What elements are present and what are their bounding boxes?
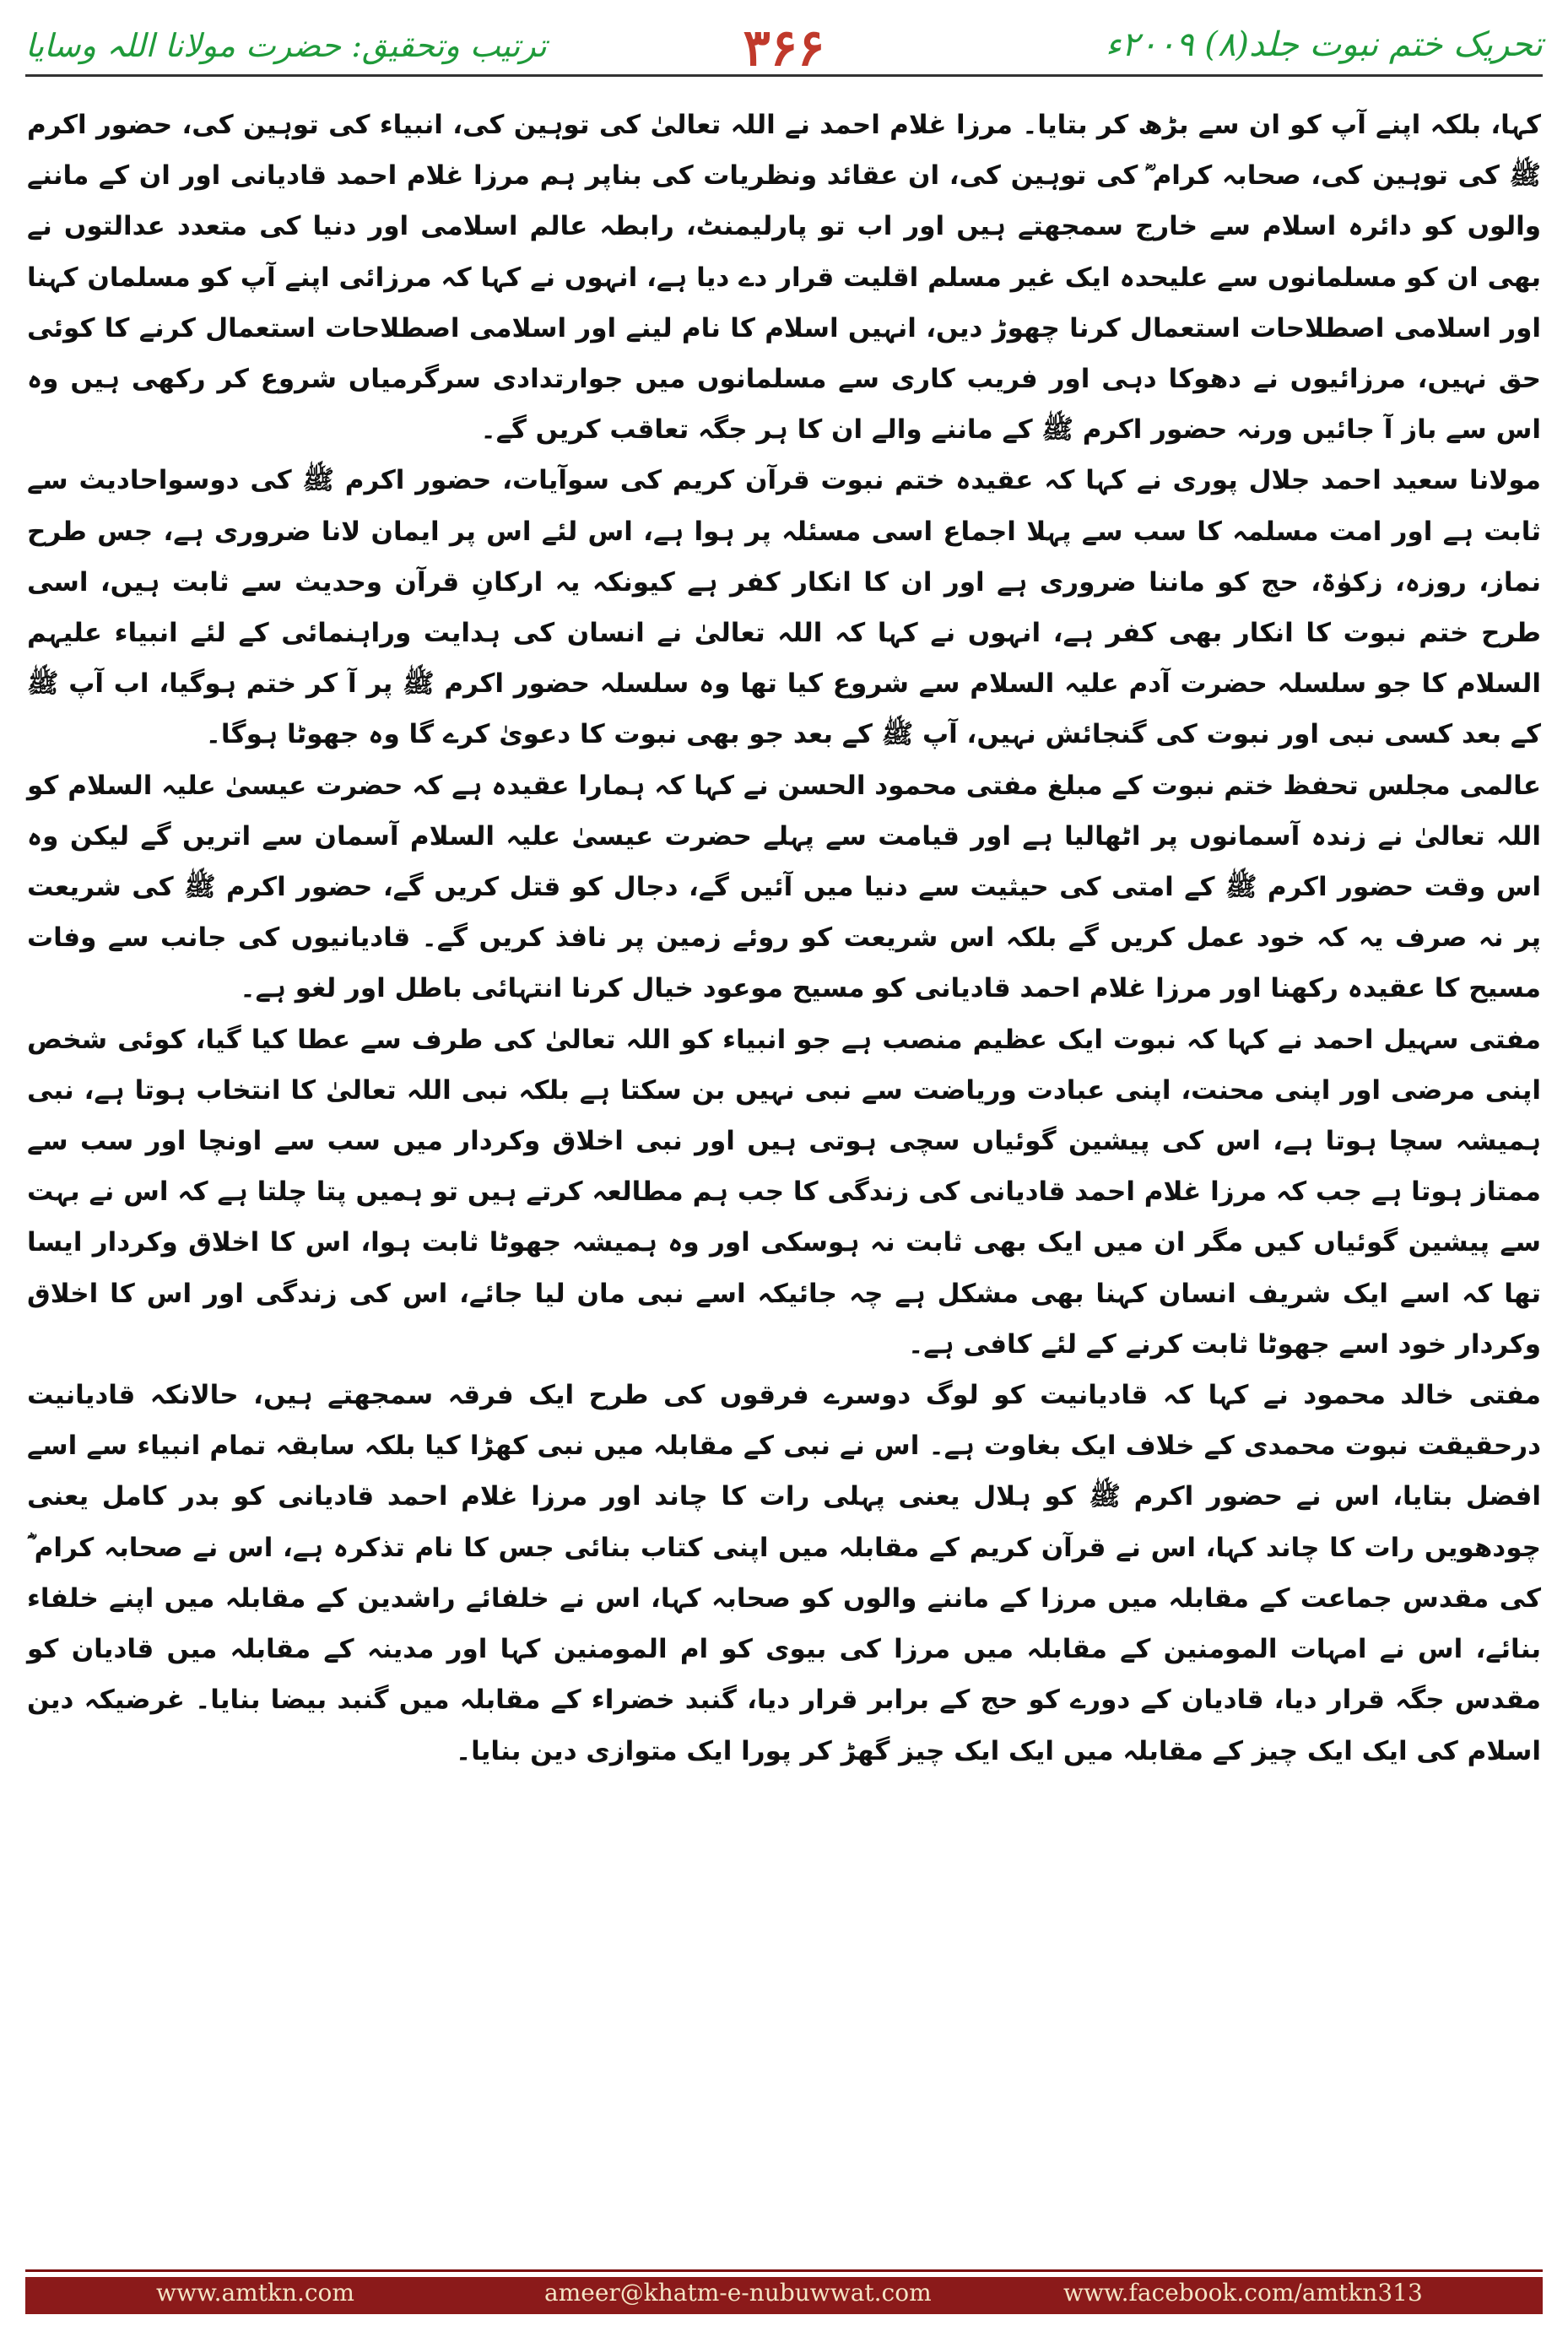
page-number: ۳۶۶ [743,19,825,78]
paragraph: مفتی سہیل احمد نے کہا کہ نبوت ایک عظیم منصب ہے جو انبیاء کو اللہ تعالیٰ کی طرف سے عطا کیا گیا، کوئی شخص اپنی مرضی اور اپنی محنت، اپنی عبادت وریاضت سے نبی نہیں بن سکتا ہے بلکہ نبی اللہ تعالیٰ کا انتخاب ہوتا ہے، نبی ہمیشہ سچا ہوتا ہے، اس کی پیشین گوئیاں سچی ہوتی ہیں اور نبی اخلاق وکردار میں سب سے اونچا اور سب سے ممتاز ہوتا ہے جب کہ مرزا غلام احمد قادیانی کی زندگی کا جب ہم مطالعہ کرتے ہیں تو ہمیں پتا چلتا ہے کہ اس نے بہت سے پیشین گوئیاں کیں مگر ان میں ایک بھی ثابت نہ ہوسکی اور وہ ہمیشہ جھوٹا ثابت ہوا، اس کا اخلاق وکردار ایسا تھا کہ اسے ایک شریف انسان کہنا بھی مشکل ہے چہ جائیکہ اسے نبی مان لیا جائے، اس کی زندگی اور اس کا اخلاق وکردار خود اسے جھوٹا ثابت کرنے کے لئے کافی ہے۔ [27,1024,1541,1360]
paragraph: مفتی خالد محمود نے کہا کہ قادیانیت کو لوگ دوسرے فرقوں کی طرح ایک فرقہ سمجھتے ہیں، حالانکہ قادیانیت درحقیقت نبوت محمدی کے خلاف ایک بغاوت ہے۔ اس نے نبی کے مقابلہ میں نبی کھڑا کیا بلکہ سابقہ تمام انبیاء سے اسے افضل بتایا، اس نے حضور اکرم ﷺ کو ہلال یعنی پہلی رات کا چاند اور مرزا غلام احمد قادیانی کو بدر کامل یعنی چودھویں رات کا چاند کہا، اس نے قرآن کریم کے مقابلہ میں اپنی کتاب بنائی جس کا نام تذکرہ ہے، اس نے صحابہ کرام ؓ کی مقدس جماعت کے مقابلہ میں مرزا کے ماننے والوں کو صحابہ کہا، اس نے خلفائے راشدین کے مقابلہ میں اپنے خلفاء بنائے، اس نے امہات المومنین کے مقابلہ میں مرزا کی بیوی کو ام المومنین کہا اور مدینہ کے مقابلہ میں قادیان کو مقدس جگہ قرار دیا، قادیان کے دورے کو حج کے برابر قرار دیا، گنبد خضراء کے مقابلہ میں گنبد بیضا بنایا۔ غرضیکہ دین اسلام کی ایک ایک چیز کے مقابلہ میں ایک ایک چیز گھڑ کر پورا ایک متوازی دین بنایا۔ [27,1380,1541,1766]
article-body [27,100,1541,2209]
paragraph: کہا، بلکہ اپنے آپ کو ان سے بڑھ کر بتایا۔ مرزا غلام احمد نے اللہ تعالیٰ کی توہین کی، انبیاء کی توہین کی، حضور اکرم ﷺ کی توہین کی، صحابہ کرام ؓ کی توہین کی، ان عقائد ونظریات کی بناپر ہم مرزا غلام احمد قادیانی اور ان کے ماننے والوں کو دائرہ اسلام سے خارج سمجھتے ہیں اور اب تو پارلیمنٹ، رابطہ عالم اسلامی اور دنیا کی متعدد عدالتوں نے بھی ان کو مسلمانوں سے علیحدہ ایک غیر مسلم اقلیت قرار دے دیا ہے، انہوں نے کہا کہ مرزائی اپنے آپ کو مسلمان کہنا اور اسلامی اصطلاحات استعمال کرنا چھوڑ دیں، انہیں اسلام کا نام لینے اور اسلامی اصطلاحات استعمال کرنے کا کوئی حق نہیں، مرزائیوں نے دھوکا دہی اور فریب کاری سے مسلمانوں میں جوارتدادی سرگرمیاں شروع کر رکھی ہیں وہ اس سے باز آ جائیں ورنہ حضور اکرم ﷺ کے ماننے والے ان کا ہر جگہ تعاقب کریں گے۔ [27,110,1541,446]
facebook-link[interactable]: www.facebook.com/amtkn313 [1063,2279,1423,2307]
header-divider [25,74,1543,77]
email-link[interactable]: ameer@khatm-e-nubuwwat.com [544,2279,932,2307]
footer-divider [25,2269,1543,2272]
page-footer [0,2269,1568,2342]
paragraph: مولانا سعید احمد جلال پوری نے کہا کہ عقیدہ ختم نبوت قرآن کریم کی سوآیات، حضور اکرم ﷺ کی دوسواحادیث سے ثابت ہے اور امت مسلمہ کا سب سے پہلا اجماع اسی مسئلہ پر ہوا ہے، اس لئے اس پر ایمان لانا ضروری ہے، جس طرح نماز، روزہ، زکوٰۃ، حج کو ماننا ضروری ہے اور ان کا انکار کفر ہے کیونکہ یہ ارکانِ قرآن وحدیث سے ثابت ہیں، اسی طرح ختم نبوت کا انکار بھی کفر ہے، انہوں نے کہا کہ اللہ تعالیٰ نے انسان کی ہدایت وراہنمائی کے لئے انبیاء علیہم السلام کا جو سلسلہ حضرت آدم علیہ السلام سے شروع کیا تھا وہ سلسلہ حضور اکرم ﷺ پر آ کر ختم ہوگیا، اب آپ ﷺ کے بعد کسی نبی اور نبوت کی گنجائش نہیں، آپ ﷺ کے بعد جو بھی نبوت کا دعویٰ کرے گا وہ جھوٹا ہوگا۔ [27,465,1541,750]
book-title: تحریک ختم نبوت جلد(۸) ۲۰۰۹ء [1105,25,1543,64]
compiler-credit: ترتیب وتحقیق: حضرت مولانا اللہ وسایا [25,27,547,64]
website-link[interactable]: www.amtkn.com [156,2279,354,2307]
paragraph: عالمی مجلس تحفظ ختم نبوت کے مبلغ مفتی محمود الحسن نے کہا کہ ہمارا عقیدہ ہے کہ حضرت عیسیٰ علیہ السلام کو اللہ تعالیٰ نے زندہ آسمانوں پر اٹھالیا ہے اور قیامت سے پہلے حضرت عیسیٰ علیہ السلام آسمان سے اتریں گے لیکن وہ اس وقت حضور اکرم ﷺ کے امتی کی حیثیت سے دنیا میں آئیں گے، دجال کو قتل کریں گے، حضور اکرم ﷺ کی شریعت پر نہ صرف یہ کہ خود عمل کریں گے بلکہ اس شریعت کو روئے زمین پر نافذ کریں گے۔ قادیانیوں کی جانب سے وفات مسیح کا عقیدہ رکھنا اور مرزا غلام احمد قادیانی کو مسیح موعود خیال کرنا انتہائی باطل اور لغو ہے۔ [27,770,1541,1004]
page-header [0,0,1568,80]
